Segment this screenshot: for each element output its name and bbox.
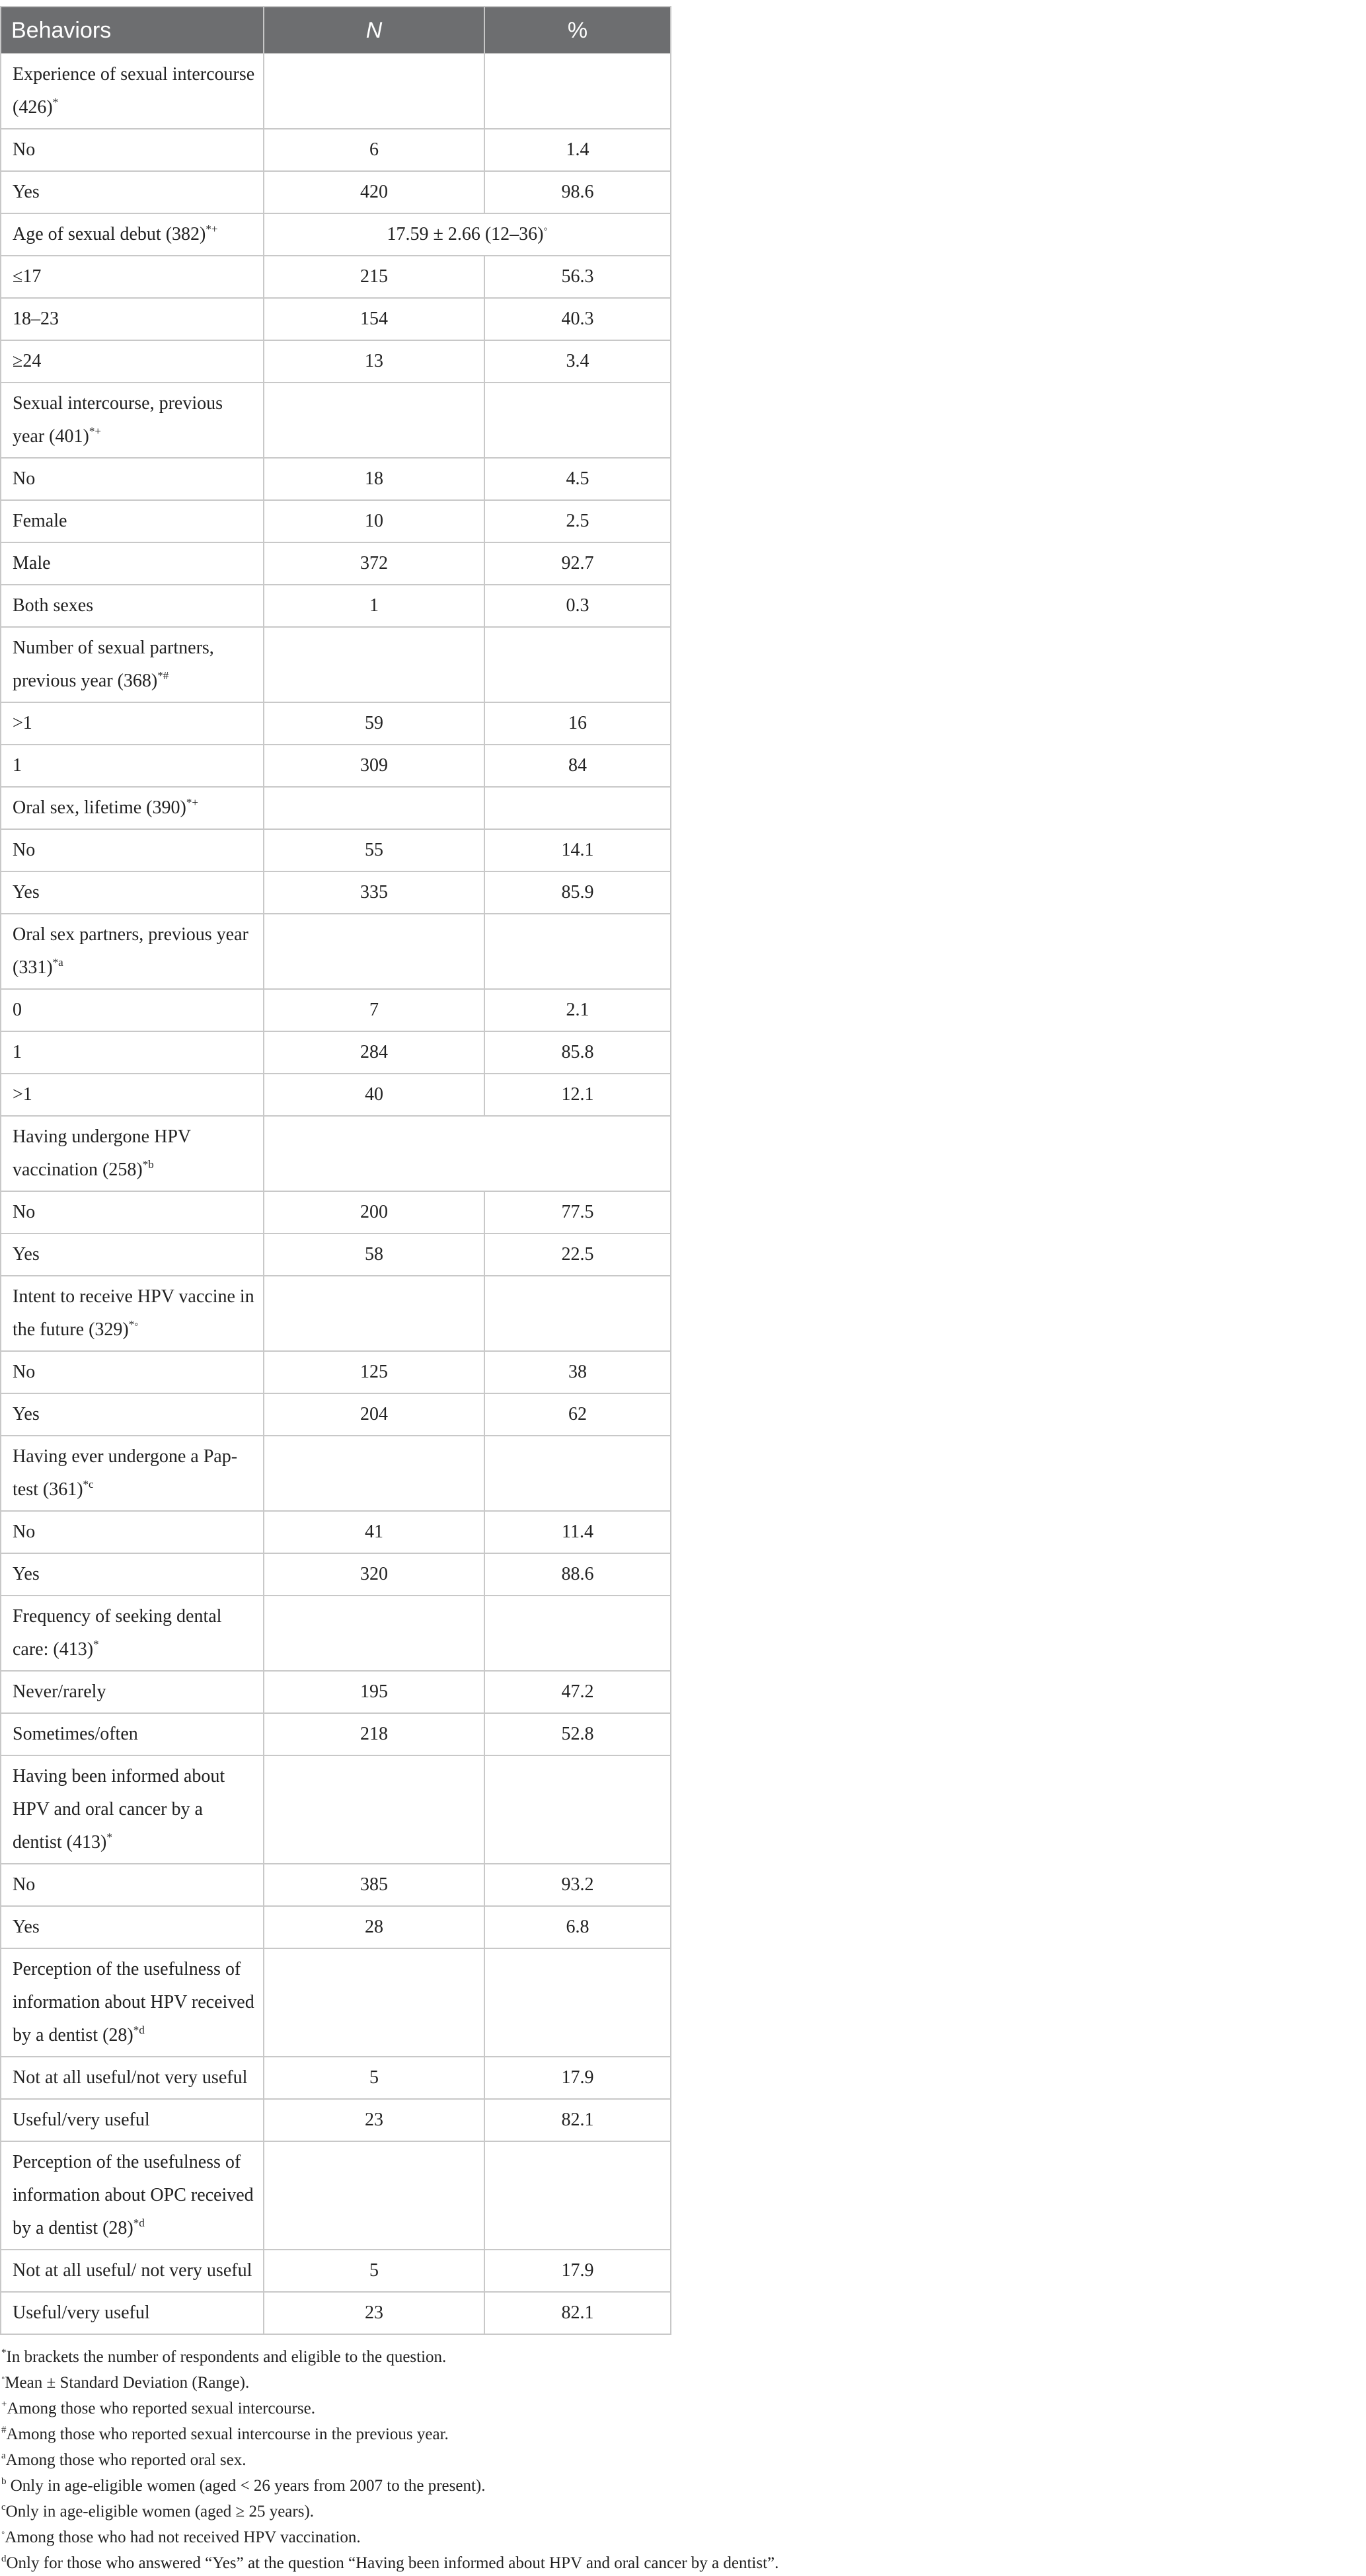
table-row xyxy=(1,1906,671,1948)
row-label xyxy=(1,989,264,1031)
footnote xyxy=(1,2396,674,2421)
group-label xyxy=(1,213,264,256)
cell-n: 320 xyxy=(264,1553,484,1596)
footnote-marker: *+ xyxy=(206,223,218,235)
group-header-row xyxy=(1,1948,671,2057)
label-text: Sometimes/often xyxy=(13,1724,138,1744)
empty-cell xyxy=(264,1276,484,1351)
cell-percent: 17.9 xyxy=(484,2250,671,2292)
table-row xyxy=(1,458,671,500)
footnote-marker: *d xyxy=(133,2024,145,2036)
cell-n: 200 xyxy=(264,1191,484,1233)
row-label xyxy=(1,829,264,871)
label-text: No xyxy=(13,1522,36,1542)
cell-n: 41 xyxy=(264,1511,484,1553)
table-row xyxy=(1,585,671,627)
empty-cell xyxy=(264,1436,484,1511)
group-label xyxy=(1,1596,264,1671)
empty-cell xyxy=(264,787,484,829)
row-label xyxy=(1,171,264,213)
cell-percent: 14.1 xyxy=(484,829,671,871)
label-text: Oral sex partners, previous year (331) xyxy=(13,924,248,978)
table-row xyxy=(1,1864,671,1906)
label-text: No xyxy=(13,1874,36,1895)
cell-percent: 88.6 xyxy=(484,1553,671,1596)
table-row xyxy=(1,1553,671,1596)
empty-cell xyxy=(264,627,484,702)
footnote-marker: + xyxy=(1,2399,7,2410)
empty-cell xyxy=(264,1116,671,1191)
empty-cell xyxy=(264,2141,484,2250)
footnote-marker: b xyxy=(1,2476,7,2487)
footnote-text: Among those who reported oral sex. xyxy=(5,2451,247,2469)
cell-percent: 93.2 xyxy=(484,1864,671,1906)
group-header-row xyxy=(1,1596,671,1671)
row-label xyxy=(1,1671,264,1713)
cell-percent: 47.2 xyxy=(484,1671,671,1713)
table-row xyxy=(1,542,671,585)
header-percent: % xyxy=(484,7,671,54)
header-n: N xyxy=(264,7,484,54)
cell-percent: 2.1 xyxy=(484,989,671,1031)
footnote xyxy=(1,2499,674,2524)
label-text: Perception of the usefulness of information about OPC received by a dentist (28) xyxy=(13,2152,254,2238)
footnote-text: In brackets the number of respondents and eligible to the question. xyxy=(6,2348,447,2366)
row-label xyxy=(1,745,264,787)
table-row xyxy=(1,1074,671,1116)
empty-cell xyxy=(484,2141,671,2250)
cell-percent: 40.3 xyxy=(484,298,671,340)
label-text: Oral sex, lifetime (390) xyxy=(13,797,186,818)
row-label xyxy=(1,1906,264,1948)
label-text: Yes xyxy=(13,1564,40,1584)
cell-percent: 16 xyxy=(484,702,671,745)
cell-n: 58 xyxy=(264,1233,484,1276)
group-header-row xyxy=(1,1436,671,1511)
group-label xyxy=(1,1436,264,1511)
empty-cell xyxy=(264,1948,484,2057)
cell-percent: 38 xyxy=(484,1351,671,1393)
empty-cell xyxy=(484,54,671,129)
group-header-row xyxy=(1,627,671,702)
row-label xyxy=(1,542,264,585)
label-text: No xyxy=(13,139,36,160)
group-label xyxy=(1,1276,264,1351)
table-row xyxy=(1,2250,671,2292)
label-text: Useful/very useful xyxy=(13,2110,150,2130)
table-container xyxy=(0,6,779,2576)
footnote xyxy=(1,2421,674,2447)
label-text: 0 xyxy=(13,1000,22,1020)
label-text: Having undergone HPV vaccination (258) xyxy=(13,1126,191,1180)
table-row xyxy=(1,1351,671,1393)
cell-n: 218 xyxy=(264,1713,484,1755)
group-label xyxy=(1,54,264,129)
cell-n: 10 xyxy=(264,500,484,542)
cell-percent: 62 xyxy=(484,1393,671,1436)
label-text: 1 xyxy=(13,1042,22,1062)
row-label xyxy=(1,702,264,745)
label-text: Male xyxy=(13,553,51,573)
cell-percent: 22.5 xyxy=(484,1233,671,1276)
table-row xyxy=(1,298,671,340)
group-header-row xyxy=(1,383,671,458)
footnote-marker: *c xyxy=(83,1478,94,1490)
empty-cell xyxy=(484,1596,671,1671)
empty-cell xyxy=(264,1755,484,1864)
table-row xyxy=(1,702,671,745)
cell-n: 195 xyxy=(264,1671,484,1713)
label-text: Yes xyxy=(13,1404,40,1424)
cell-percent: 4.5 xyxy=(484,458,671,500)
row-label xyxy=(1,1074,264,1116)
cell-mean-sd xyxy=(264,213,671,256)
group-header-row xyxy=(1,54,671,129)
cell-n: 40 xyxy=(264,1074,484,1116)
cell-percent: 11.4 xyxy=(484,1511,671,1553)
cell-n: 6 xyxy=(264,129,484,171)
empty-cell xyxy=(484,383,671,458)
table-row xyxy=(1,500,671,542)
footnote-text: Among those who had not received HPV vaccination. xyxy=(5,2528,361,2546)
row-label xyxy=(1,1233,264,1276)
row-label xyxy=(1,2250,264,2292)
table-row xyxy=(1,2099,671,2141)
footnotes xyxy=(0,2344,779,2576)
table-row xyxy=(1,989,671,1031)
footnote xyxy=(1,2473,674,2499)
empty-cell xyxy=(484,1436,671,1511)
table-row xyxy=(1,1191,671,1233)
cell-percent: 12.1 xyxy=(484,1074,671,1116)
cell-n: 55 xyxy=(264,829,484,871)
cell-n: 5 xyxy=(264,2057,484,2099)
row-label xyxy=(1,256,264,298)
row-label xyxy=(1,1553,264,1596)
footnote-text: Only for those who answered “Yes” at the question “Having been informed about HPV and oral cancer by a dentist”. xyxy=(6,2554,779,2572)
cell-percent: 85.9 xyxy=(484,871,671,914)
header-behaviors: Behaviors xyxy=(1,7,264,54)
cell-n: 23 xyxy=(264,2099,484,2141)
row-label xyxy=(1,585,264,627)
footnote-marker: c xyxy=(1,2502,6,2513)
footnote-marker: *◦ xyxy=(128,1318,139,1331)
table-body xyxy=(1,54,671,2334)
table-row xyxy=(1,1671,671,1713)
label-text: Frequency of seeking dental care: (413) xyxy=(13,1606,222,1660)
empty-cell xyxy=(264,383,484,458)
table-row xyxy=(1,1713,671,1755)
table-header-row xyxy=(1,7,671,54)
group-label xyxy=(1,383,264,458)
cell-n: 125 xyxy=(264,1351,484,1393)
label-text: Yes xyxy=(13,1244,40,1265)
empty-cell xyxy=(484,914,671,989)
footnote-marker: ◦ xyxy=(1,2373,5,2384)
group-label xyxy=(1,1948,264,2057)
table-row xyxy=(1,1233,671,1276)
cell-n: 7 xyxy=(264,989,484,1031)
footnote-text: Among those who reported sexual intercourse. xyxy=(7,2400,316,2417)
group-header-row xyxy=(1,2141,671,2250)
behaviors-table xyxy=(0,6,671,2335)
label-text: Having been informed about HPV and oral cancer by a dentist (413) xyxy=(13,1766,225,1853)
row-label xyxy=(1,2292,264,2334)
label-text: 18–23 xyxy=(13,309,59,329)
empty-cell xyxy=(264,1596,484,1671)
row-label xyxy=(1,340,264,383)
cell-percent: 56.3 xyxy=(484,256,671,298)
mean-sd-value: 17.59 ± 2.66 (12–36) xyxy=(387,224,544,244)
label-text: No xyxy=(13,1362,36,1382)
footnote xyxy=(1,2524,674,2550)
row-label xyxy=(1,871,264,914)
row-label xyxy=(1,1031,264,1074)
row-label xyxy=(1,2057,264,2099)
cell-n: 204 xyxy=(264,1393,484,1436)
table-row xyxy=(1,1031,671,1074)
row-label xyxy=(1,500,264,542)
table-row xyxy=(1,2057,671,2099)
label-text: ≥24 xyxy=(13,351,42,371)
row-label xyxy=(1,298,264,340)
label-text: Never/rarely xyxy=(13,1681,106,1702)
footnote-text: Only in age-eligible women (aged ≥ 25 years). xyxy=(5,2503,315,2521)
group-label xyxy=(1,914,264,989)
empty-cell xyxy=(484,1276,671,1351)
footnote-marker: *b xyxy=(142,1158,154,1171)
footnote-marker: *# xyxy=(157,669,169,682)
cell-percent: 6.8 xyxy=(484,1906,671,1948)
row-label xyxy=(1,1511,264,1553)
cell-percent: 2.5 xyxy=(484,500,671,542)
footnote-marker: *+ xyxy=(89,425,101,437)
label-text: Having ever undergone a Pap-test (361) xyxy=(13,1446,238,1500)
cell-n: 335 xyxy=(264,871,484,914)
footnote-text: Only in age-eligible women (aged < 26 years from 2007 to the present). xyxy=(6,2477,486,2495)
cell-n: 385 xyxy=(264,1864,484,1906)
group-label xyxy=(1,2141,264,2250)
group-header-row xyxy=(1,213,671,256)
label-text: Not at all useful/not very useful xyxy=(13,2067,248,2088)
footnote-marker: * xyxy=(93,1638,99,1650)
label-text: Intent to receive HPV vaccine in the future (329) xyxy=(13,1286,254,1340)
label-text: 1 xyxy=(13,755,22,776)
row-label xyxy=(1,1351,264,1393)
cell-n: 154 xyxy=(264,298,484,340)
cell-percent: 3.4 xyxy=(484,340,671,383)
cell-n: 215 xyxy=(264,256,484,298)
label-text: >1 xyxy=(13,713,32,733)
group-header-row xyxy=(1,1755,671,1864)
group-header-row xyxy=(1,787,671,829)
empty-cell xyxy=(484,787,671,829)
label-text: Experience of sexual intercourse (426) xyxy=(13,64,255,118)
table-row xyxy=(1,340,671,383)
cell-n: 1 xyxy=(264,585,484,627)
table-row xyxy=(1,745,671,787)
label-text: Female xyxy=(13,511,67,531)
footnote-marker: * xyxy=(106,1831,112,1843)
cell-percent: 52.8 xyxy=(484,1713,671,1755)
table-row xyxy=(1,1511,671,1553)
row-label xyxy=(1,129,264,171)
empty-cell xyxy=(484,627,671,702)
cell-n: 13 xyxy=(264,340,484,383)
cell-percent: 77.5 xyxy=(484,1191,671,1233)
footnote-marker: * xyxy=(1,2347,7,2358)
empty-cell xyxy=(484,1948,671,2057)
footnote-marker: # xyxy=(1,2425,7,2435)
label-text: Yes xyxy=(13,182,40,202)
group-header-row xyxy=(1,914,671,989)
footnote xyxy=(1,2370,674,2396)
group-label xyxy=(1,1116,264,1191)
cell-percent: 84 xyxy=(484,745,671,787)
table-row xyxy=(1,171,671,213)
cell-percent: 85.8 xyxy=(484,1031,671,1074)
label-text: Perception of the usefulness of information about HPV received by a dentist (28) xyxy=(13,1959,254,2045)
cell-n: 23 xyxy=(264,2292,484,2334)
cell-percent: 82.1 xyxy=(484,2292,671,2334)
row-label xyxy=(1,458,264,500)
footnote xyxy=(1,2550,779,2576)
cell-n: 372 xyxy=(264,542,484,585)
cell-percent: 17.9 xyxy=(484,2057,671,2099)
cell-n: 284 xyxy=(264,1031,484,1074)
label-text: Age of sexual debut (382) xyxy=(13,224,206,244)
group-label xyxy=(1,627,264,702)
footnote-marker: d xyxy=(1,2554,7,2564)
label-text: ≤17 xyxy=(13,266,42,287)
table-row xyxy=(1,256,671,298)
table-row xyxy=(1,1393,671,1436)
footnote-marker: *d xyxy=(133,2217,145,2229)
row-label xyxy=(1,1191,264,1233)
label-text: Number of sexual partners, previous year (368) xyxy=(13,638,214,691)
label-text: Both sexes xyxy=(13,595,94,616)
label-text: No xyxy=(13,840,36,860)
footnote-text: Among those who reported sexual intercourse in the previous year. xyxy=(6,2425,449,2443)
group-label xyxy=(1,787,264,829)
group-header-row xyxy=(1,1116,671,1191)
cell-n: 59 xyxy=(264,702,484,745)
label-text: Useful/very useful xyxy=(13,2302,150,2323)
label-text: >1 xyxy=(13,1084,32,1105)
footnote-marker: *a xyxy=(52,956,63,969)
row-label xyxy=(1,2099,264,2141)
footnote xyxy=(1,2344,674,2370)
table-row xyxy=(1,2292,671,2334)
cell-percent: 82.1 xyxy=(484,2099,671,2141)
group-label xyxy=(1,1755,264,1864)
cell-percent: 0.3 xyxy=(484,585,671,627)
table-row xyxy=(1,829,671,871)
empty-cell xyxy=(264,54,484,129)
table-row xyxy=(1,129,671,171)
cell-percent: 92.7 xyxy=(484,542,671,585)
row-label xyxy=(1,1864,264,1906)
label-text: No xyxy=(13,1202,36,1222)
cell-n: 420 xyxy=(264,171,484,213)
cell-n: 309 xyxy=(264,745,484,787)
label-text: Yes xyxy=(13,882,40,902)
row-label xyxy=(1,1713,264,1755)
label-text: Sexual intercourse, previous year (401) xyxy=(13,393,223,447)
footnote-marker: * xyxy=(52,96,59,108)
cell-n: 5 xyxy=(264,2250,484,2292)
cell-percent: 1.4 xyxy=(484,129,671,171)
empty-cell xyxy=(484,1755,671,1864)
footnote-marker: ◦ xyxy=(1,2528,5,2538)
label-text: Not at all useful/ not very useful xyxy=(13,2260,252,2281)
cell-n: 18 xyxy=(264,458,484,500)
empty-cell xyxy=(264,914,484,989)
cell-percent: 98.6 xyxy=(484,171,671,213)
group-header-row xyxy=(1,1276,671,1351)
cell-n: 28 xyxy=(264,1906,484,1948)
row-label xyxy=(1,1393,264,1436)
label-text: No xyxy=(13,468,36,489)
table-row xyxy=(1,871,671,914)
footnote-marker: ◦ xyxy=(543,223,548,235)
footnote-marker: a xyxy=(1,2450,6,2461)
footnote-marker: *+ xyxy=(186,796,198,809)
footnote xyxy=(1,2447,674,2473)
footnote-text: Mean ± Standard Deviation (Range). xyxy=(5,2374,250,2392)
label-text: Yes xyxy=(13,1917,40,1937)
